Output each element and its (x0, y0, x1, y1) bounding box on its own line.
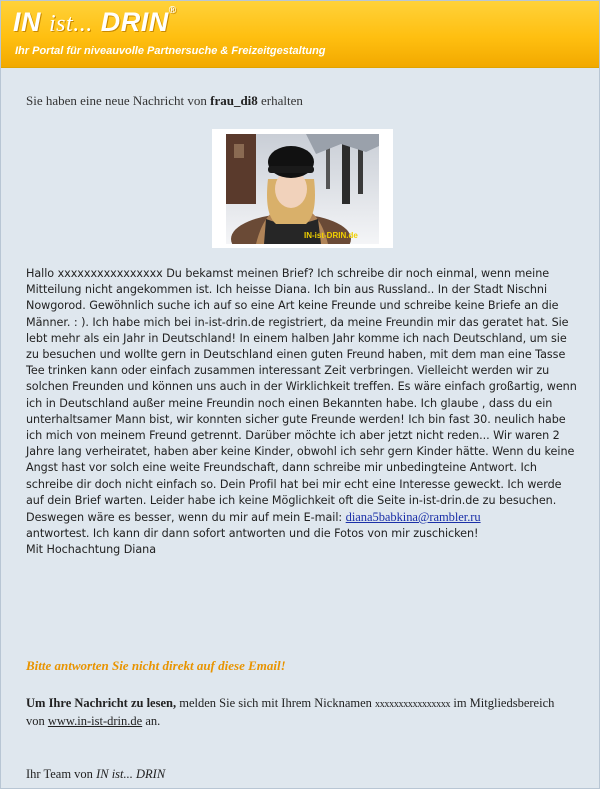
info-text4: an. (145, 714, 161, 728)
signature-prefix: Ihr Team von (26, 767, 93, 781)
message-closing: Mit Hochachtung Diana (26, 543, 156, 557)
message-body (26, 266, 581, 559)
signature (26, 767, 165, 782)
logo-drin: DRIN (100, 7, 169, 37)
registered-mark: ® (168, 5, 177, 16)
info-text3: von (26, 714, 45, 728)
email-link[interactable]: diana5babkina@rambler.ru (345, 510, 481, 525)
intro-prefix: Sie haben eine neue Nachricht von (26, 93, 207, 108)
site-logo[interactable] (13, 7, 177, 38)
intro-suffix: erhalten (261, 93, 303, 108)
message-part2: antwortest. Ich kann dir dann sofort antworten und die Fotos von mir zuschicken! (26, 527, 479, 541)
login-info (26, 695, 566, 730)
no-reply-warning: Bitte antworten Sie nicht direkt auf diese Email! (26, 658, 286, 673)
profile-photo-frame (212, 129, 393, 248)
header-banner (1, 1, 599, 68)
intro-line (26, 93, 303, 109)
info-text2: im Mitgliedsbereich (453, 696, 555, 710)
info-text1: melden Sie sich mit Ihrem Nicknamen (179, 696, 372, 710)
svg-text:IN-ist-DRIN.de: IN-ist-DRIN.de (304, 231, 358, 240)
masked-nickname: xxxxxxxxxxxxxxxx (375, 699, 451, 710)
signature-brand: IN ist... DRIN (96, 767, 166, 781)
tagline: Ihr Portal für niveauvolle Partnersuche & Freizeitgestaltung (15, 45, 326, 57)
info-bold: Um Ihre Nachricht zu lesen, (26, 696, 177, 710)
sender-name: frau_di8 (210, 93, 258, 108)
site-link[interactable]: www.in-ist-drin.de (47, 714, 143, 728)
logo-ist: ist... (49, 11, 93, 37)
profile-photo[interactable] (226, 134, 379, 244)
message-part1: Hallo xxxxxxxxxxxxxxxx Du bekamst meinen Brief? Ich schreibe dir noch einmal, wenn meine Mitteilung nicht angekommen ist. Ich heisse Diana. Ich bin aus Russland.. In der Stadt Nischni Nowgorod. Gewöhnlich suche ich auf so eine Art keine Freunde und schreibe keine Briefe an die Männer. : ). Ich habe mich bei in-ist-drin.de registriert, da meine Freundin mir das geratet hat. Sie lebt mehr als ein Jahr in Deutschland! In einem halben Jahr komme ich nach Deutschland, um sie zu besuchen und wollte gern in Deutschland einen guten Freund haben, mit dem man eine Tasse Tee trinken kann oder einfach zusammen interessant Zeit verbringen. Vielleicht werden wir zu solchen Freunden und können uns auch in der Wirklichkeit treffen. Es wäre einfach großartig, wenn ich in Deutschland außer meine Freundin noch einen Bekannten habe. Ich glaube , dass du ein unterhaltsamer Mann bist, wir konnten sicher gute Freunde werden! Ich bin fast 30. neulich habe ich mich von meinem Freund getrennt. Darüber möchte ich aber jetzt nicht reden... Wir waren 2 Jahre lang verheiratet, haben aber keine Kinder, obwohl ich sehr gern Kinder hätte. Wenn du keine Angst hast vor solch eine weite Freundschaft, dann schreibe mir unbedingteine Antwort. Ich schreibe dir doch nicht einfach so. Dein Profil hat bei mir echt eine Interesse geweckt. Ich werde auf dein Brief warten. Leider habe ich keine Möglichkeit oft die Seite in-ist-drin.de zu besuchen. Deswegen wäre es besser, wenn du mir auf mein E-mail: (26, 267, 577, 525)
logo-in: IN (13, 7, 41, 37)
